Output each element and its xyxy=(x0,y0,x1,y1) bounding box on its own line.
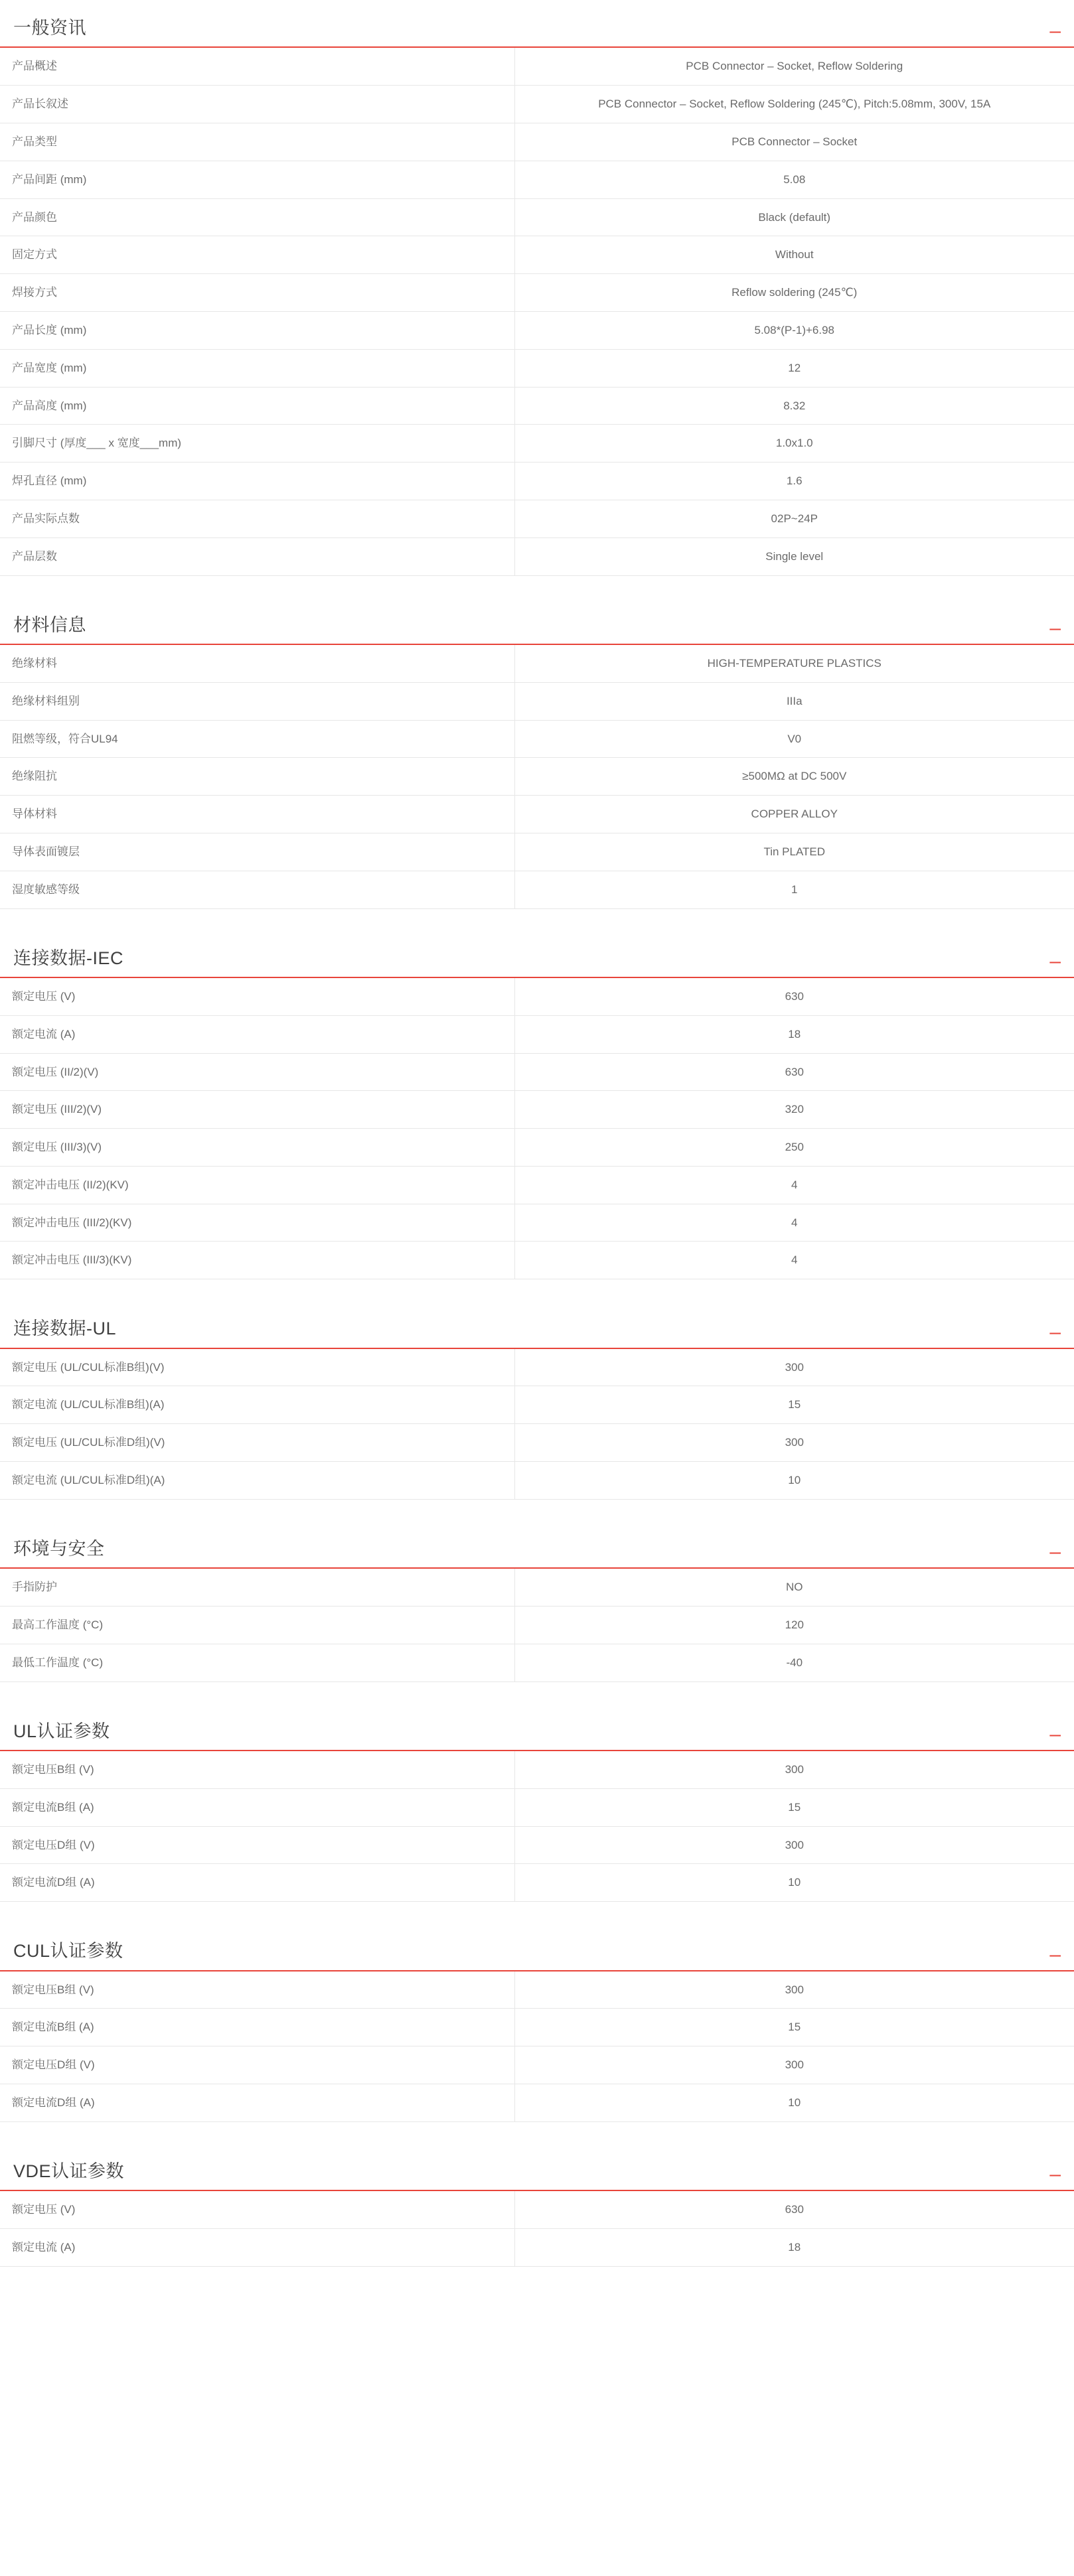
spec-value: 4 xyxy=(791,1178,798,1191)
spec-key: 产品宽度 (mm) xyxy=(0,349,514,387)
spec-key: 额定冲击电压 (II/2)(KV) xyxy=(0,1166,514,1204)
section-spacer xyxy=(0,1500,1074,1538)
spec-key: 额定电压B组 (V) xyxy=(0,1971,514,2009)
section-header xyxy=(0,1538,1074,1569)
section-spacer xyxy=(0,1279,1074,1318)
spec-key: 产品实际点数 xyxy=(0,500,514,537)
spec-key: 绝缘材料 xyxy=(0,645,514,682)
spec-value: 15 xyxy=(788,2021,801,2034)
collapse-minus-icon[interactable]: – xyxy=(1049,2163,1061,2186)
spec-table xyxy=(0,1971,1074,2122)
spec-value: 630 xyxy=(785,2203,804,2216)
table-row xyxy=(0,978,1074,1015)
table-row xyxy=(0,1607,1074,1644)
section-title: UL认证参数 xyxy=(13,1721,110,1741)
spec-value: 02P~24P xyxy=(771,512,818,525)
collapse-minus-icon[interactable]: – xyxy=(1049,20,1061,42)
section-title: 环境与安全 xyxy=(13,1538,105,1559)
spec-table xyxy=(0,645,1074,909)
spec-key: 手指防护 xyxy=(0,1569,514,1606)
table-row xyxy=(0,1751,1074,1788)
table-row xyxy=(0,86,1074,123)
collapse-minus-icon[interactable]: – xyxy=(1049,616,1061,639)
section-spacer xyxy=(0,2122,1074,2161)
spec-key: 额定电压 (III/3)(V) xyxy=(0,1129,514,1167)
table-row xyxy=(0,2228,1074,2266)
spec-key: 额定电压D组 (V) xyxy=(0,2046,514,2084)
spec-key: 阻燃等级，符合UL94 xyxy=(0,720,514,758)
spec-key: 导体材料 xyxy=(0,796,514,833)
spec-value: 5.08 xyxy=(783,173,806,186)
spec-value: 8.32 xyxy=(783,399,806,412)
spec-key: 额定电压D组 (V) xyxy=(0,1826,514,1864)
spec-key: 额定电流D组 (A) xyxy=(0,1864,514,1902)
spec-value: 300 xyxy=(785,1838,804,1851)
section-title: 材料信息 xyxy=(13,614,86,635)
spec-table xyxy=(0,2191,1074,2267)
spec-key: 产品间距 (mm) xyxy=(0,161,514,198)
spec-value: 300 xyxy=(785,1763,804,1776)
table-row xyxy=(0,1015,1074,1053)
spec-value: 10 xyxy=(788,1876,801,1889)
spec-key: 额定电压 (UL/CUL标准B组)(V) xyxy=(0,1349,514,1386)
collapse-minus-icon[interactable]: – xyxy=(1049,1541,1061,1563)
spec-value: 10 xyxy=(788,2096,801,2109)
table-row xyxy=(0,1053,1074,1091)
table-row xyxy=(0,1644,1074,1682)
spec-value: 5.08*(P-1)+6.98 xyxy=(754,323,834,336)
spec-value: PCB Connector – Socket, Reflow Soldering (245℃), Pitch:5.08mm, 300V, 15A xyxy=(598,98,991,111)
table-row xyxy=(0,833,1074,871)
collapse-minus-icon[interactable]: – xyxy=(1049,1321,1061,1343)
table-row xyxy=(0,349,1074,387)
spec-key: 额定电流 (UL/CUL标准B组)(A) xyxy=(0,1386,514,1424)
spec-table xyxy=(0,978,1074,1279)
table-row xyxy=(0,1864,1074,1902)
spec-value: Reflow soldering (245℃) xyxy=(731,286,858,299)
spec-key: 最高工作温度 (°C) xyxy=(0,1607,514,1644)
table-row xyxy=(0,425,1074,463)
spec-key: 额定电压 (V) xyxy=(0,978,514,1015)
spec-key: 产品层数 xyxy=(0,537,514,575)
spec-key: 绝缘材料组别 xyxy=(0,682,514,720)
spec-section xyxy=(0,2122,1074,2267)
spec-key: 产品概述 xyxy=(0,48,514,85)
spec-key: 导体表面镀层 xyxy=(0,833,514,871)
spec-value: 18 xyxy=(788,2240,801,2254)
spec-key: 产品类型 xyxy=(0,123,514,161)
collapse-minus-icon[interactable]: – xyxy=(1049,950,1061,972)
spec-value: 1.0x1.0 xyxy=(775,437,813,450)
spec-key: 额定电流B组 (A) xyxy=(0,1788,514,1826)
spec-section xyxy=(0,576,1074,909)
section-spacer xyxy=(0,576,1074,614)
spec-key: 产品高度 (mm) xyxy=(0,387,514,425)
spec-value: 320 xyxy=(785,1103,804,1116)
section-title: 连接数据-IEC xyxy=(13,948,123,968)
table-row xyxy=(0,1242,1074,1279)
section-title: CUL认证参数 xyxy=(13,1941,123,1962)
spec-value: 300 xyxy=(785,1983,804,1996)
spec-table xyxy=(0,1569,1074,1682)
section-header xyxy=(0,17,1074,48)
spec-value: PCB Connector – Socket, Reflow Soldering xyxy=(686,60,903,73)
spec-key: 产品颜色 xyxy=(0,198,514,236)
table-row xyxy=(0,537,1074,575)
spec-key: 引脚尺寸 (厚度___ x 宽度___mm) xyxy=(0,425,514,463)
spec-value: 300 xyxy=(785,1436,804,1449)
table-row xyxy=(0,1462,1074,1500)
table-row xyxy=(0,1091,1074,1129)
spec-key: 焊孔直径 (mm) xyxy=(0,463,514,500)
spec-value: 15 xyxy=(788,1398,801,1411)
spec-table xyxy=(0,48,1074,575)
spec-section xyxy=(0,1682,1074,1902)
spec-value: 300 xyxy=(785,1360,804,1374)
section-header xyxy=(0,2161,1074,2191)
spec-table xyxy=(0,1751,1074,1902)
spec-value: COPPER ALLOY xyxy=(751,808,838,821)
spec-value: 4 xyxy=(791,1216,798,1229)
section-header xyxy=(0,614,1074,645)
table-row xyxy=(0,1424,1074,1462)
table-row xyxy=(0,1166,1074,1204)
spec-key: 额定电压 (III/2)(V) xyxy=(0,1091,514,1129)
table-row xyxy=(0,1386,1074,1424)
table-row xyxy=(0,682,1074,720)
spec-value: 10 xyxy=(788,1474,801,1487)
spec-section xyxy=(0,1500,1074,1682)
spec-section xyxy=(0,1902,1074,2122)
spec-value: 15 xyxy=(788,1800,801,1814)
spec-value: Tin PLATED xyxy=(763,845,826,858)
table-row xyxy=(0,311,1074,349)
spec-key: 额定电压B组 (V) xyxy=(0,1751,514,1788)
spec-key: 额定电压 (II/2)(V) xyxy=(0,1053,514,1091)
table-row xyxy=(0,1788,1074,1826)
table-row xyxy=(0,2046,1074,2084)
spec-key: 湿度敏感等级 xyxy=(0,871,514,908)
spec-table xyxy=(0,1349,1074,1500)
section-title: 一般资讯 xyxy=(13,18,86,38)
spec-key: 产品长叙述 xyxy=(0,86,514,123)
spec-section xyxy=(0,909,1074,1280)
spec-value: ≥500MΩ at DC 500V xyxy=(742,770,847,783)
table-row xyxy=(0,387,1074,425)
spec-key: 额定电流 (A) xyxy=(0,1015,514,1053)
spec-value: Black (default) xyxy=(758,210,831,224)
spec-value: V0 xyxy=(787,732,802,745)
table-row xyxy=(0,2084,1074,2122)
spec-section xyxy=(0,0,1074,576)
table-row xyxy=(0,1129,1074,1167)
table-row xyxy=(0,871,1074,908)
spec-value: 630 xyxy=(785,1065,804,1078)
table-row xyxy=(0,720,1074,758)
spec-value: 12 xyxy=(788,361,801,374)
spec-value: 1 xyxy=(791,883,798,896)
table-row xyxy=(0,236,1074,274)
spec-value: Single level xyxy=(765,549,824,563)
spec-key: 额定电流 (A) xyxy=(0,2228,514,2266)
section-spacer xyxy=(0,909,1074,948)
section-title: VDE认证参数 xyxy=(13,2161,125,2181)
section-header xyxy=(0,1318,1074,1348)
section-header xyxy=(0,1940,1074,1971)
table-row xyxy=(0,198,1074,236)
spec-key: 额定冲击电压 (III/2)(KV) xyxy=(0,1204,514,1242)
section-spacer xyxy=(0,1902,1074,1940)
spec-value: 18 xyxy=(788,1027,801,1040)
table-row xyxy=(0,1349,1074,1386)
spec-key: 额定电流D组 (A) xyxy=(0,2084,514,2122)
spec-key: 最低工作温度 (°C) xyxy=(0,1644,514,1682)
spec-value: NO xyxy=(786,1581,803,1594)
spec-value: HIGH-TEMPERATURE PLASTICS xyxy=(707,656,882,670)
table-row xyxy=(0,1971,1074,2009)
spec-value: IIIa xyxy=(786,694,803,707)
table-row xyxy=(0,2191,1074,2228)
table-row xyxy=(0,274,1074,312)
section-spacer xyxy=(0,0,1074,17)
collapse-minus-icon[interactable]: – xyxy=(1049,1723,1061,1746)
section-title: 连接数据-UL xyxy=(13,1319,117,1339)
spec-key: 焊接方式 xyxy=(0,274,514,312)
table-row xyxy=(0,645,1074,682)
collapse-minus-icon[interactable]: – xyxy=(1049,1943,1061,1966)
table-row xyxy=(0,1826,1074,1864)
spec-value: 4 xyxy=(791,1253,798,1267)
table-row xyxy=(0,758,1074,796)
spec-key: 固定方式 xyxy=(0,236,514,274)
spec-key: 额定电流B组 (A) xyxy=(0,2009,514,2046)
spec-value: PCB Connector – Socket xyxy=(731,135,858,148)
spec-key: 产品长度 (mm) xyxy=(0,311,514,349)
spec-key: 绝缘阻抗 xyxy=(0,758,514,796)
spec-section xyxy=(0,1279,1074,1500)
spec-value: 120 xyxy=(785,1618,804,1632)
section-spacer xyxy=(0,1682,1074,1721)
spec-key: 额定电压 (UL/CUL标准D组)(V) xyxy=(0,1424,514,1462)
spec-value: 630 xyxy=(785,989,804,1003)
table-row xyxy=(0,1569,1074,1606)
spec-value: 1.6 xyxy=(786,474,803,488)
table-row xyxy=(0,161,1074,198)
table-row xyxy=(0,2009,1074,2046)
spec-value: -40 xyxy=(786,1656,803,1669)
spec-key: 额定电压 (V) xyxy=(0,2191,514,2228)
table-row xyxy=(0,500,1074,537)
spec-value: 300 xyxy=(785,2058,804,2072)
table-row xyxy=(0,796,1074,833)
spec-value: Without xyxy=(775,248,814,261)
table-row xyxy=(0,463,1074,500)
spec-value: 250 xyxy=(785,1141,804,1154)
section-header xyxy=(0,1721,1074,1751)
table-row xyxy=(0,48,1074,85)
spec-key: 额定冲击电压 (III/3)(KV) xyxy=(0,1242,514,1279)
section-header xyxy=(0,948,1074,978)
table-row xyxy=(0,123,1074,161)
spec-key: 额定电流 (UL/CUL标准D组)(A) xyxy=(0,1462,514,1500)
table-row xyxy=(0,1204,1074,1242)
